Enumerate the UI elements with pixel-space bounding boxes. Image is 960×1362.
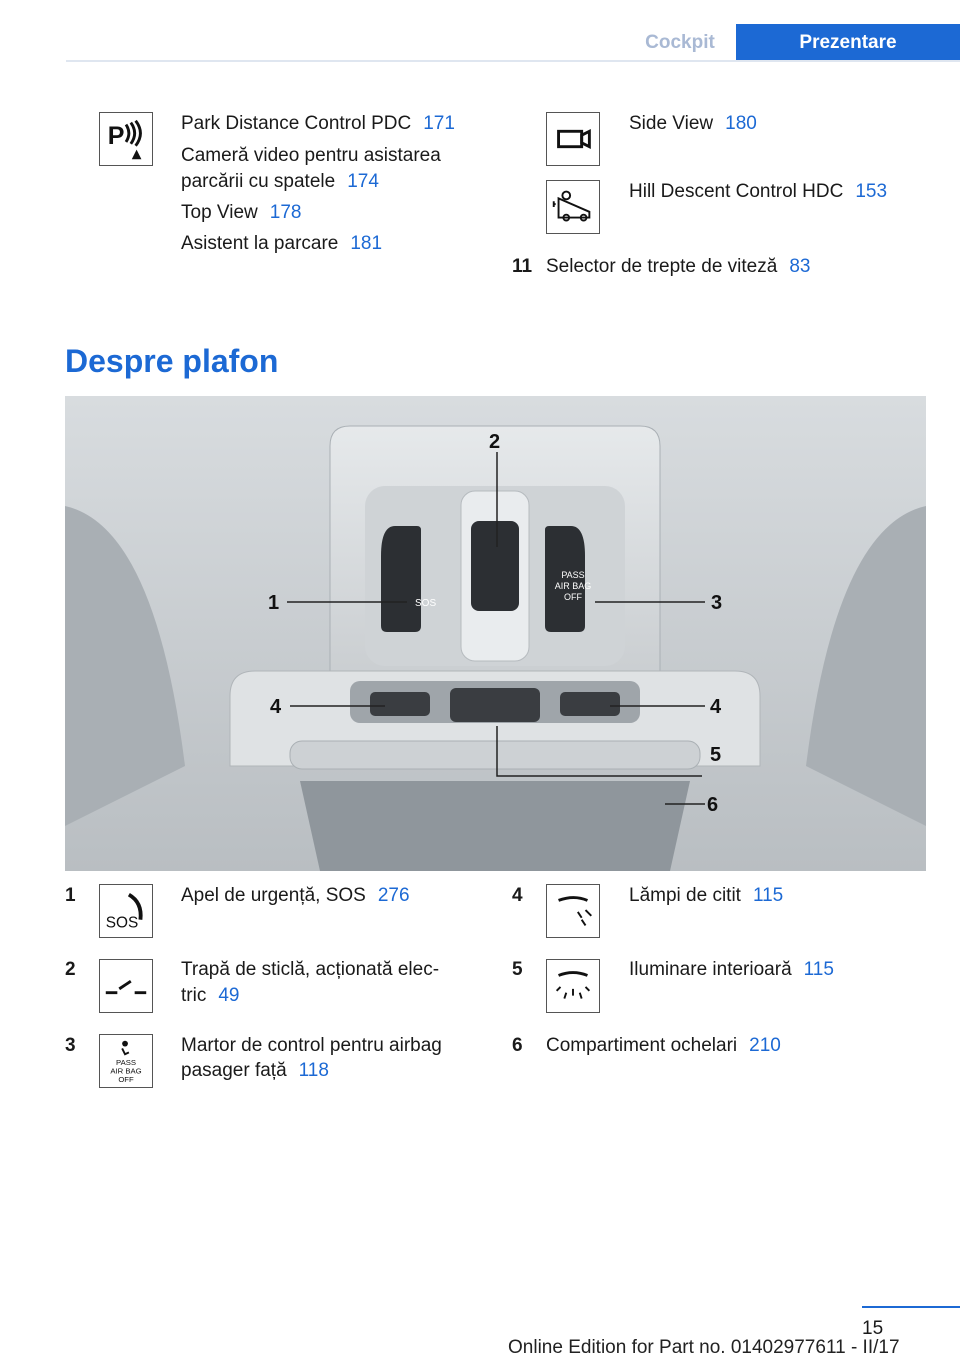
off-label: OFF <box>564 592 582 602</box>
parking-assistant-line: Asistent la parcare 181 <box>181 233 383 254</box>
rear-camera-line-2: parcării cu spatele 174 <box>181 171 379 192</box>
page-ref-link[interactable]: 115 <box>752 885 784 906</box>
passenger-airbag-off-icon <box>99 1034 153 1088</box>
page-ref-link[interactable]: 171 <box>423 113 455 134</box>
header-divider <box>66 60 960 62</box>
sos-label: SOS <box>415 598 437 609</box>
sos-icon <box>99 884 153 938</box>
off-icon-text: OFF <box>118 1075 134 1085</box>
item-number: 1 <box>65 885 76 906</box>
gear-selector-line: Selector de trepte de viteză 83 <box>546 256 811 277</box>
reading-light-icon <box>546 884 600 938</box>
page-ref-link[interactable]: 115 <box>803 959 834 980</box>
glass-roof-icon <box>99 959 153 1013</box>
page-ref-link[interactable]: 276 <box>377 885 410 906</box>
legend-item-1: Apel de urgență, SOS 276 <box>181 885 410 906</box>
hdc-line: Hill Descent Control HDC 153 <box>629 181 888 202</box>
page-ref-link[interactable]: 210 <box>749 1035 781 1056</box>
top-view-line: Top View 178 <box>181 202 302 223</box>
legend-item-6: Compartiment ochelari 210 <box>546 1035 781 1056</box>
section-title: Despre plafon <box>65 343 279 379</box>
page-ref-link[interactable]: 178 <box>269 202 302 223</box>
page-number-rule <box>862 1306 960 1308</box>
callout-5: 5 <box>710 744 722 766</box>
callout-4-left: 4 <box>270 696 282 718</box>
legend-item-3-line-2: pasager față 118 <box>181 1060 329 1081</box>
airbag-icon-text: AIR BAG <box>110 1066 142 1076</box>
pass-label: PASS <box>561 570 585 580</box>
edition-note: Online Edition for Part no. 01402977611 - II/17 <box>508 1337 900 1358</box>
interior-light-icon <box>546 959 600 1013</box>
legend-item-5: Iluminare interioară 115 <box>629 959 834 980</box>
callout-1: 1 <box>268 592 280 614</box>
page-number: 15 <box>862 1318 884 1339</box>
tab-cockpit[interactable]: Cockpit <box>645 32 715 53</box>
item-number: 5 <box>512 959 523 980</box>
item-number: 2 <box>65 959 76 980</box>
svg-text:P: P <box>107 121 125 150</box>
tab-prezentare[interactable]: Prezentare <box>736 24 960 62</box>
callout-3: 3 <box>711 592 723 614</box>
item-number: 11 <box>512 256 533 277</box>
pdc-icon <box>99 112 153 166</box>
page-ref-link[interactable]: 153 <box>855 181 888 202</box>
side-view-line: Side View 180 <box>629 113 757 134</box>
callout-4-right: 4 <box>710 696 722 718</box>
pass-icon-text: PASS <box>116 1057 136 1067</box>
rear-camera-line-1: Cameră video pentru asistarea <box>181 145 441 166</box>
legend-item-2-line-1: Trapă de sticlă, acționată elec- <box>181 959 440 980</box>
page-ref-link[interactable]: 83 <box>789 256 811 277</box>
page-ref-link[interactable]: 181 <box>350 233 383 254</box>
side-view-camera-icon <box>546 112 600 166</box>
callout-6: 6 <box>707 794 719 816</box>
page-ref-link[interactable]: 49 <box>218 985 240 1006</box>
airbag-label: AIR BAG <box>554 581 592 591</box>
page-header <box>0 0 960 62</box>
item-number: 6 <box>512 1035 523 1056</box>
pdc-line: Park Distance Control PDC 171 <box>181 113 455 134</box>
item-number: 3 <box>65 1035 76 1056</box>
item-number: 4 <box>512 885 523 906</box>
roof-console-illustration <box>65 396 926 871</box>
sos-icon-text: SOS <box>105 914 139 932</box>
page-ref-link[interactable]: 180 <box>725 113 757 134</box>
legend-item-2-line-2: tric 49 <box>181 985 240 1006</box>
legend-item-4: Lămpi de citit 115 <box>629 885 784 906</box>
page-ref-link[interactable]: 118 <box>298 1060 329 1081</box>
hill-descent-icon <box>546 180 600 234</box>
page-ref-link[interactable]: 174 <box>347 171 379 192</box>
legend-item-3-line-1: Martor de control pentru airbag <box>181 1035 442 1056</box>
callout-2: 2 <box>489 431 501 453</box>
